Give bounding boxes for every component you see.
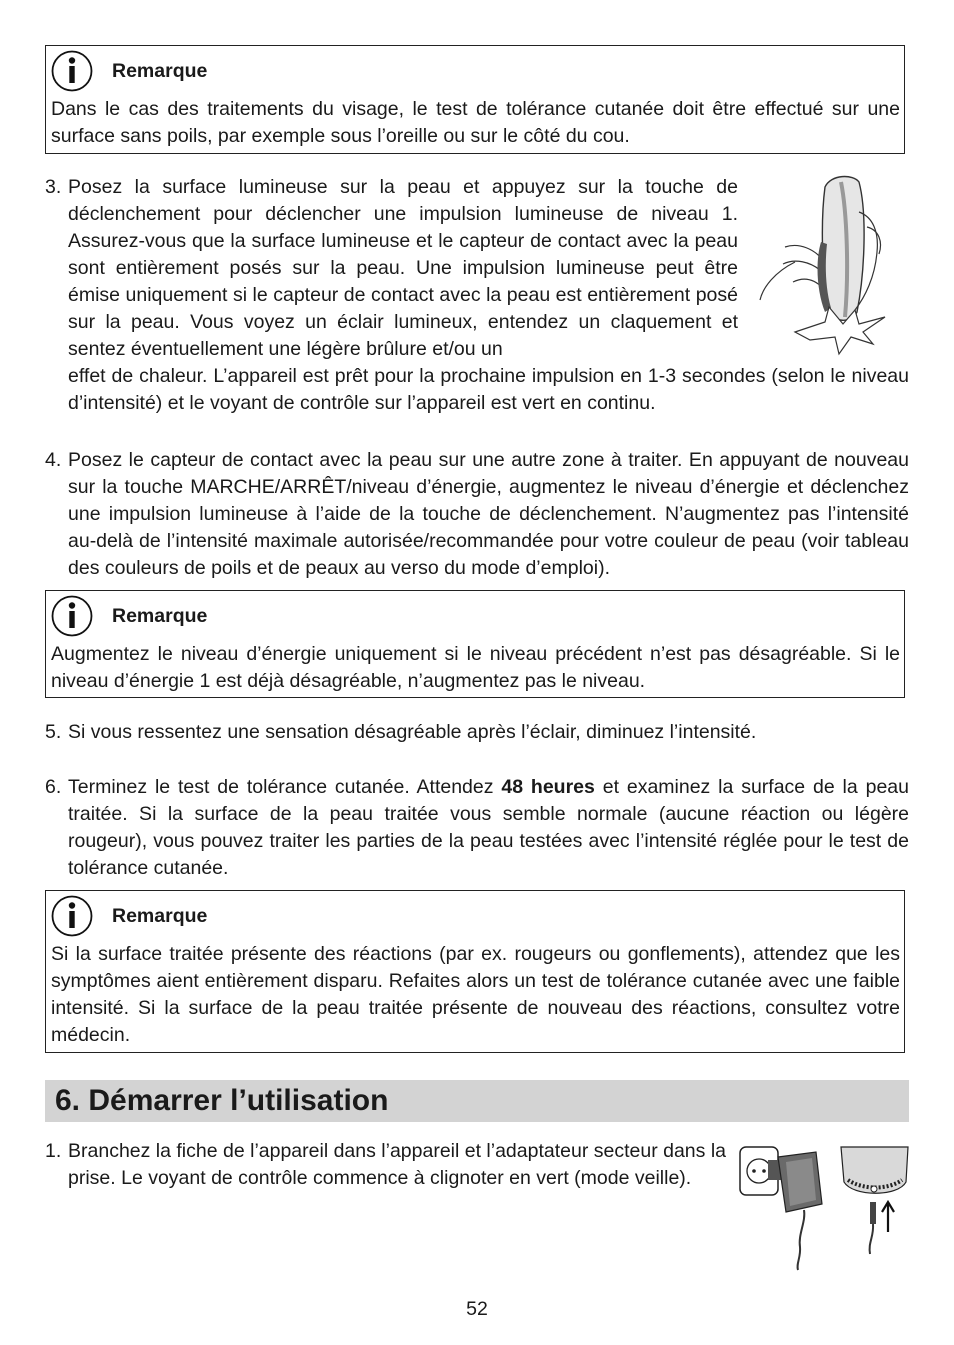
step-number: 5. xyxy=(45,721,62,743)
note-box xyxy=(45,890,905,1053)
note-title: Remarque xyxy=(112,59,208,82)
info-icon xyxy=(50,594,94,638)
step-text: Posez la surface lumineuse sur la peau et appuyez sur la touche de déclenchement pour déclencher une impulsion lumineuse de niveau 1. Assurez-vous que la surface lumineuse et le capteur de contact avec la peau sont entièrement posés sur la peau. Une impulsion lumineuse peut être émise uniquement si le capteur de contact avec la peau est entièrement posé sur la peau. Vous voyez un éclair lumineux, entendez un claquement et sentez éventuellement une légère brûlure et/ou un xyxy=(68,176,738,360)
step-text-end: et examinez la surface de la peau traitée. Si la surface de la peau traitée vous semble normale (aucune réaction ou légère rougeur), vous pouvez traiter les parties de la peau testées avec l’intensité réglée pour le test de tolérance cutanée. xyxy=(68,776,909,879)
step-text xyxy=(45,774,909,882)
step-6 xyxy=(45,774,909,882)
step-5 xyxy=(45,719,909,746)
step-text: Si vous ressentez une sensation désagréable après l’éclair, diminuez l’intensité. xyxy=(68,721,757,743)
note-box xyxy=(45,45,905,154)
step-number: 3. xyxy=(45,176,62,198)
info-icon xyxy=(50,894,94,938)
step-number: 6. xyxy=(45,776,62,798)
note-header xyxy=(46,891,904,941)
step-number: 1. xyxy=(45,1140,62,1162)
note-title: Remarque xyxy=(112,904,208,927)
note-title: Remarque xyxy=(112,604,208,627)
page-number: 52 xyxy=(466,1298,488,1320)
step-number: 4. xyxy=(45,449,62,471)
section-title: 6. Démarrer l’utilisation xyxy=(55,1084,389,1117)
step-text: Branchez la fiche de l’appareil dans l’appareil et l’adaptateur secteur dans la prise. Le voyant de contrôle commence à clignoter en vert (mode veille). xyxy=(68,1140,726,1189)
emphasis-duration: 48 heures xyxy=(501,776,595,798)
note-box xyxy=(45,590,905,698)
info-icon xyxy=(50,49,94,93)
note-header xyxy=(46,591,904,641)
note-body: Si la surface traitée présente des réactions (par ex. rougeurs ou gonflements), attendez que les symptômes aient entièrement disparu. Refaites alors un test de tolérance cutanée avec une faible intensité. Si la surface de la peau traitée présente de nouveau des réactions, consultez votre médecin. xyxy=(51,943,900,1046)
step-text-start: Terminez le test de tolérance cutanée. Attendez xyxy=(68,776,502,798)
step-4 xyxy=(45,447,909,582)
note-body: Augmentez le niveau d’énergie uniquement si le niveau précédent n’est pas désagréable. Si le niveau d’énergie 1 est déjà désagréable, n’augmentez pas le niveau. xyxy=(51,643,900,692)
section-heading-bar xyxy=(45,1080,909,1122)
note-header xyxy=(46,46,904,96)
step-text: Posez le capteur de contact avec la peau sur une autre zone à traiter. En appuyant de nouveau sur la touche MARCHE/ARRÊT/niveau d’énergie, augmentez le niveau d’énergie et déclenchez une impulsion lumineuse à l’aide de la touche de déclenchement. N’augmentez pas l’intensité au-delà de l’intensité maximale autorisée/recommandée pour votre couleur de peau (voir tableau des couleurs de poils et de peaux au verso du mode d’emploi). xyxy=(68,449,909,579)
step-text-continued: effet de chaleur. L’appareil est prêt pour la prochaine impulsion en 1-3 secondes (selon le niveau d’intensité) et le voyant de contrôle sur l’appareil est vert en continu. xyxy=(68,365,909,414)
section-step-1 xyxy=(45,1138,735,1192)
adapter-socket-illustration xyxy=(738,1142,913,1272)
note-body: Dans le cas des traitements du visage, le test de tolérance cutanée doit être effectué sur une surface sans poils, par exemple sous l’oreille ou sur le côté du cou. xyxy=(51,98,900,147)
device-flash-illustration xyxy=(755,172,915,362)
